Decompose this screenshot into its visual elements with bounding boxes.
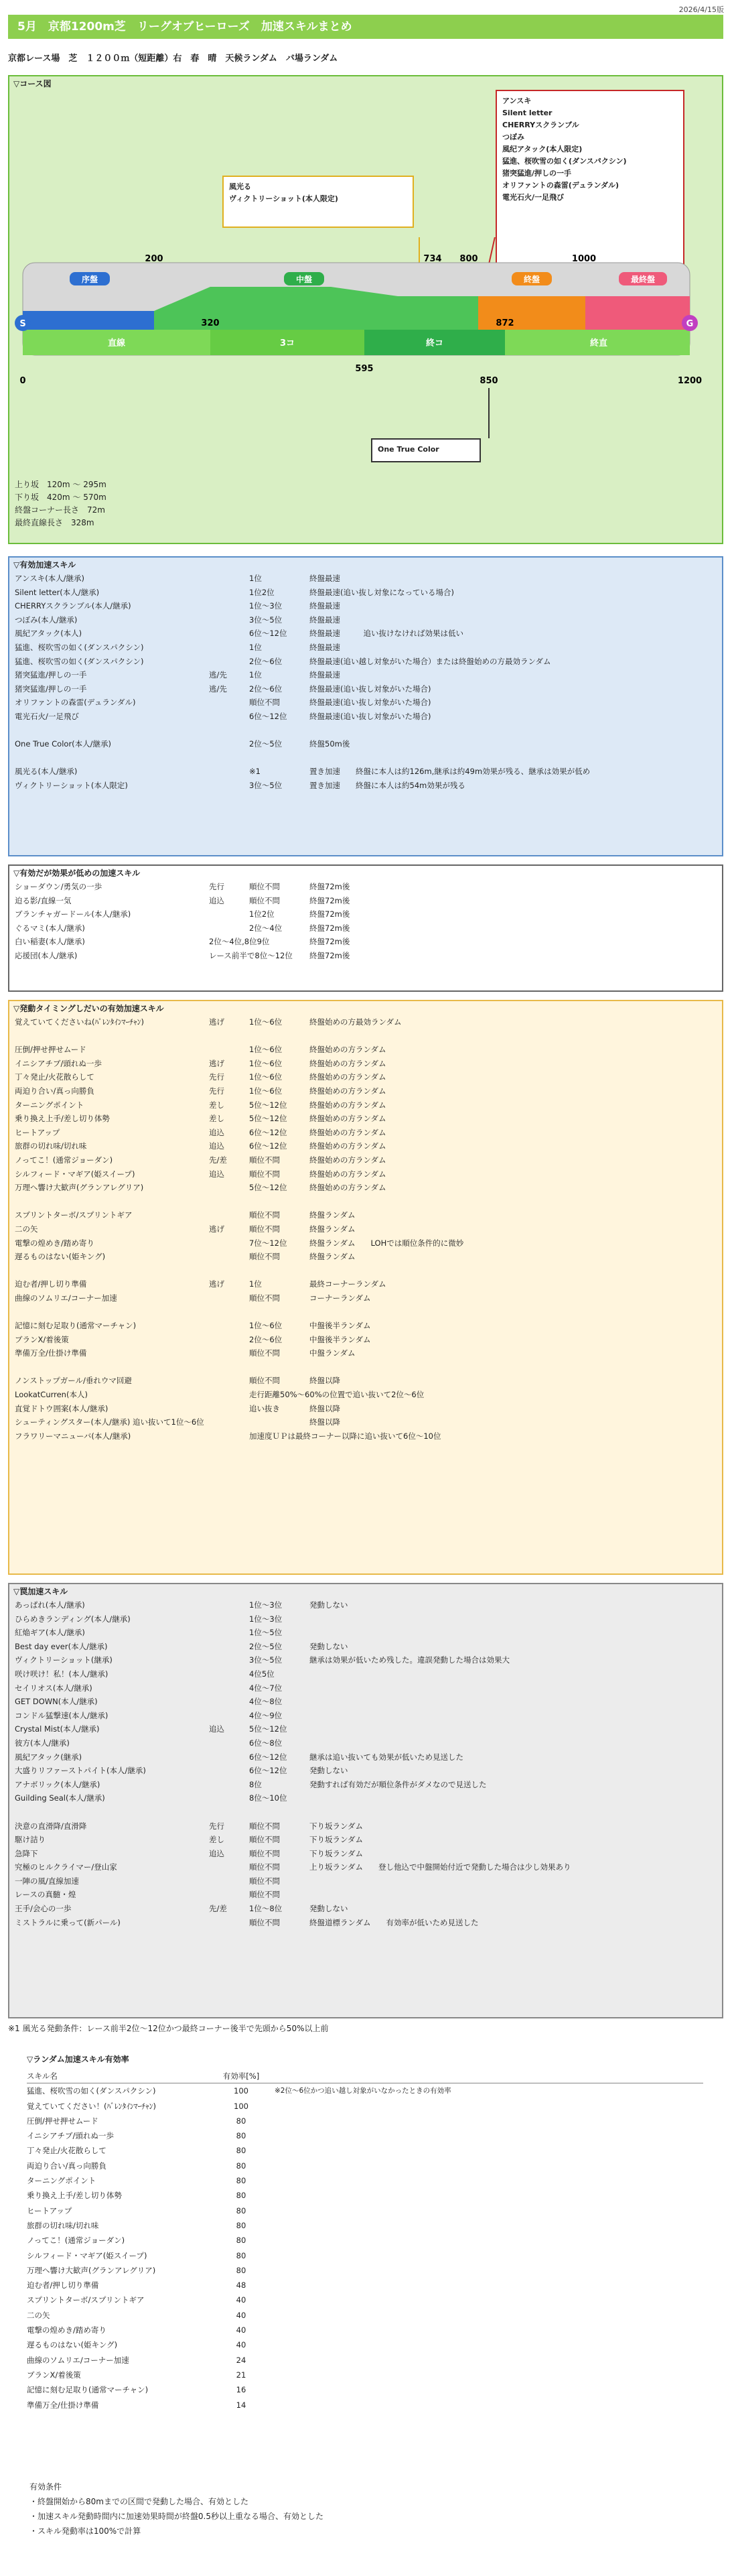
skill-row: アナボリック(本人/継承) 8位 発動すれば有効だが順位条件がダメなので見送した — [15, 1779, 487, 1789]
skill-row: CHERRYスクランブル(本人/継承) 1位～3位 終盤最速 — [15, 601, 340, 611]
skill-row: 猛進、桜吹雪の如く(ダンスパクシン) 1位 終盤最速 — [15, 642, 340, 652]
course-map-section — [8, 75, 723, 544]
condition-line: 有効条件 — [29, 2482, 62, 2492]
label-final: 最終盤 — [630, 275, 656, 284]
skill-row: 丁々発止/火花散らして 先行 1位～6位 終盤始めの方ランダム — [15, 1072, 386, 1082]
condition-line: ・終盤開始から80mまでの区間で発動した場合、有効とした — [29, 2497, 248, 2506]
skill-row: 大盛りリファーストパイト(本人/継承) 6位～12位 発動しない — [15, 1766, 348, 1776]
callout-mid-race — [222, 176, 414, 228]
skill-row: Best day ever(本人/継承) 2位～5位 発動しない — [15, 1641, 348, 1651]
phase-late-band — [478, 296, 585, 330]
marker-872: 872 — [496, 318, 514, 328]
skill-row: 迫る影/直線一気 追込 順位不問 終盤72m後 — [15, 895, 350, 905]
timing-skills-section — [8, 1000, 723, 1575]
skill-row: 万理へ響け大歓声(グランアレグリア) 5位～12位 終盤始めの方ランダム — [15, 1183, 386, 1193]
rank-row: ブランX/着後策 21 — [27, 2370, 246, 2380]
skill-row: ノンストップガール/垂れウマ回避 順位不問 終盤以降 — [15, 1376, 340, 1386]
rank-row: 万理へ響け大歓声(グランアレグリア) 80 — [27, 2265, 246, 2275]
callout-skill: ヴィクトリーショット(本人限定) — [229, 194, 338, 203]
skill-row: フラワリーマニューバ(本人/継承) 加速度ＵＰは最終コーナー以降に追い抜いて6位～10位 — [15, 1431, 441, 1441]
skill-row: One True Color(本人/継承) 2位～5位 終盤50m後 — [15, 739, 350, 749]
skill-row: 覚えていてくださいね(ﾊﾟﾚﾝﾀｲﾝﾏｰﾁｬﾝ) 逃げ 1位～6位 終盤始めの方最効ランダム — [15, 1017, 402, 1027]
stat-final-corner: 終盤コーナー長さ 72m — [15, 505, 105, 515]
position-rows — [9, 880, 722, 963]
skill-row: シューティングスター(本人/継承) 追い抜いて1位～6位 終盤以降 — [15, 1417, 340, 1427]
phase-early-band — [23, 311, 154, 330]
rank-row: 電撃の煌めき/踏め寄り 40 — [27, 2325, 246, 2335]
random-skill-rate-table — [27, 2053, 703, 2412]
callout-skill: CHERRYスクランブル — [502, 121, 579, 129]
rank-row: 乗り換え上手/差し切り体勢 80 — [27, 2191, 246, 2201]
skill-row: 猪突猛進/押しの一手 逃/先 1位 終盤最速 — [15, 670, 340, 680]
position-header: ▽有効だが効果が低めの加速スキル — [13, 868, 141, 878]
skill-row: ターニングポイント 差し 5位～12位 終盤始めの方ランダム — [15, 1100, 386, 1110]
skill-row: ヴィクトリーショット(本人限定) 3位～5位 置き加速 終盤に本人は約54m効果が残る — [15, 780, 465, 790]
rank-row: スプリントターボ/スプリントギア 40 — [27, 2295, 246, 2305]
skill-row: 駆け詰り 差し 順位不問 下り坂ランダム — [15, 1835, 364, 1845]
rank-row: 記憶に刻む足取り(通常マーチャン) 16 — [27, 2385, 246, 2395]
skill-row — [15, 751, 722, 765]
skill-row: ひらめきランディング(本人/継承) 1位～3位 — [15, 1614, 283, 1624]
marker-200: 200 — [145, 254, 163, 264]
rank-row: 曲線のソムリエ/コーナー加速 24 — [27, 2355, 246, 2365]
skill-row: ぐるマミ(本人/継承) 2位～4位 終盤72m後 — [15, 923, 350, 933]
skill-row: 白い稲妻(本人/継承) 2位～4位,8位9位 終盤72m後 — [15, 937, 350, 947]
normal-header: ▽罠加速スキル — [13, 1587, 68, 1596]
skill-row: ミストラルに乗って(新パール) 順位不問 終盤道標ランダム 有効率が低いため見送した — [15, 1917, 479, 1927]
rank-row: 猛進、桜吹雪の如く(ダンスパクシン) 100 ※2位～6位かつ追い越し対象がいなかったときの有効率 — [27, 2086, 451, 2096]
rank-row: 覚えていてください！(ﾊﾞﾚﾝﾀｲﾝﾏｰﾁｬﾝ) 100 — [27, 2101, 248, 2111]
label-late: 終盤 — [523, 275, 540, 284]
skill-row — [15, 1195, 722, 1209]
skill-row: アンスキ(本人/継承) 1位 終盤最速 — [15, 574, 340, 583]
callout-skill: アンスキ — [502, 96, 532, 105]
skill-row: つぼみ(本人/継承) 3位～5位 終盤最速 — [15, 615, 340, 625]
trap-skills-section — [8, 1583, 723, 2018]
callout-skill: 風纪アタック(本人限定) — [502, 145, 583, 153]
course-header: ▽コース図 — [13, 79, 52, 88]
footnote: ※1 風光る発動条件：レース前半2位～12位かつ最終コーナー後半で先頭から50%以上前 — [8, 2024, 329, 2033]
callout-skill: つぼみ — [502, 133, 524, 141]
timing-rows — [9, 1015, 722, 1443]
skill-row: ヒートアップ 追込 6位～12位 終盤始めの方ランダム — [15, 1127, 386, 1137]
skill-row: 記憶に刻む足取り(通常マーチャン) 1位～6位 中盤後半ランダム — [15, 1321, 371, 1331]
section-straight-label: 直線 — [107, 338, 126, 348]
skill-row: ショーダウン/勇気の一歩 先行 順位不問 終盤72m後 — [15, 882, 350, 891]
marker-320: 320 — [201, 318, 220, 328]
top-callout-pointer — [489, 237, 502, 264]
skill-row: 猪突猛進/押しの一手 逃/先 2位～6位 終盤最速(追い抜し対象がいた場合) — [15, 684, 431, 694]
skill-row: 彼方(本人/継承) 6位～8位 — [15, 1738, 283, 1748]
skill-row: 圧倒/押せ押せムード 1位～6位 終盤始めの方ランダム — [15, 1045, 386, 1055]
skill-row — [15, 1305, 722, 1319]
skill-row: 急降下 追込 順位不問 下り坂ランダム — [15, 1848, 364, 1858]
skill-row: 風光る(本人/継承) ※1 置き加速 終盤に本人は約126m,継承は約49m効果が残る、継承は効果が低め — [15, 767, 591, 777]
effective-skills-section — [8, 556, 723, 856]
skill-row: Silent letter(本人/継承) 1位2位 終盤最速(追い抜し対象になっている場合) — [15, 587, 454, 597]
skill-row: セイリオス(本人/継承) 4位～7位 — [15, 1683, 283, 1693]
skill-row: 曲線のソムリエ/コーナー加速 順位不問 コーナーランダム — [15, 1293, 371, 1303]
label-mid: 中盤 — [295, 275, 313, 284]
condition-line: ・加速スキル発動時間内に加速効果時間が終盤0.5秒以上重なる場合、有効とした — [29, 2512, 323, 2521]
rank-row: ヒートアップ 80 — [27, 2205, 246, 2215]
skill-row: 準備万全/仕掛け準備 順位不問 中盤ランダム — [15, 1348, 356, 1358]
normal-rows — [9, 1598, 722, 1929]
skill-row: コンドル猛撃速(本人/継承) 4位～9位 — [15, 1710, 283, 1720]
stat-uphill: 上り坂 120m ～ 295m — [15, 480, 106, 489]
callout-skill: 猪突猛進/押しの一手 — [502, 169, 572, 178]
skill-row: 遅るものはない(姫キング) 順位不問 終盤ランダム — [15, 1252, 356, 1262]
marker-734: 734 — [423, 254, 442, 264]
skill-row: Guilding Seal(本人/継承) 8位～10位 — [15, 1793, 287, 1803]
rank-row: 丁々発止/火花散らして 80 — [27, 2146, 246, 2156]
skill-row — [15, 1029, 722, 1043]
callout-skill: オリファントの森雷(デュランダル) — [502, 181, 619, 190]
condition-line: ・スキル発動率は100%で計算 — [29, 2526, 141, 2536]
skill-row: ブランチャガードール(本人/継承) 1位2位 終盤72m後 — [15, 909, 350, 919]
skill-row: 紅焔ギア(本人/継承) 1位～5位 — [15, 1628, 283, 1638]
callout-one-true-color: One True Color — [371, 438, 481, 462]
callout-skill: 電光石火/一足飛び — [502, 193, 565, 202]
rank-row: イニシアチブ/頭れぬ一歩 80 — [27, 2131, 246, 2141]
marker-595: 595 — [355, 364, 374, 374]
rank-col-rate: 有効率[%] — [222, 2071, 260, 2081]
page-title: 5月 京都1200m芝 リーグオブヒーローズ 加速スキルまとめ — [8, 15, 723, 39]
skill-row: ブランX/着後策 2位～6位 中盤後半ランダム — [15, 1334, 371, 1344]
marker-1000: 1000 — [571, 254, 597, 264]
skill-row: レースの真髄・煌 順位不問 — [15, 1890, 280, 1900]
rank-col-skill: スキル名 — [27, 2071, 58, 2081]
rank-row: 両迫り合い/真っ向勝負 80 — [27, 2161, 246, 2171]
skill-row: 決意の直滑降/直滑降 先行 順位不問 下り坂ランダム — [15, 1821, 364, 1831]
stat-downhill: 下り坂 420m ～ 570m — [15, 493, 106, 502]
course-diagram — [9, 237, 722, 505]
rank-head-row — [27, 2069, 703, 2083]
rank-row: 圧倒/押せ押せムード 80 — [27, 2116, 246, 2126]
rank-row: ターニングポイント 80 — [27, 2176, 246, 2186]
callout-skill: 風光る — [229, 182, 251, 191]
skill-row: LookatCurren(本人) 走行距離50%～60%の位置で追い抜いて2位～6位 — [15, 1390, 425, 1400]
skill-row: 両迫り合い/真っ向勝負 先行 1位～6位 終盤始めの方ランダム — [15, 1086, 386, 1096]
skill-row: スプリントターボ/スプリントギア 順位不問 終盤ランダム — [15, 1210, 356, 1220]
version-date: 2026/4/15版 — [678, 5, 724, 14]
skill-row: 旅群の切れ味/切れ味 追込 6位～12位 終盤始めの方ランダム — [15, 1141, 386, 1151]
skill-row: Crystal Mist(本人/継承) 追込 5位～12位 — [15, 1724, 287, 1734]
race-conditions: 京都レース場 芝 １２００ｍ（短距離）右 春 晴 天候ランダム バ場ランダム — [8, 54, 338, 64]
timing-header: ▽発動タイミングしだいの有効加速スキル — [13, 1004, 164, 1013]
rank-row: ノってこ！(通常ジョーダン) 80 — [27, 2236, 246, 2246]
skill-row: オリファントの森雷(デュランダル) 順位不問 終盤最速(追い抜し対象がいた場合) — [15, 698, 431, 708]
rank-row: シルフィード・マギア(姫スイープ) 80 — [27, 2250, 246, 2260]
skill-row: あっぱれ(本人/継承) 1位～3位 発動しない — [15, 1600, 348, 1610]
section-corner3-label: 3コ — [279, 338, 295, 348]
phase-final-band — [585, 296, 690, 330]
rank-row: 迫む者/押し切り準備 48 — [27, 2280, 246, 2291]
skill-row: 応援団(本人/継承) レース前半で8位～12位 終盤72m後 — [15, 950, 350, 960]
axis-1200: 1200 — [677, 376, 703, 386]
skill-row: 猛進、桜吹雪の如く(ダンスパクシン) 2位～6位 終盤最速(追い越し対象がいた場合）または終盤始めの方最効ランダム — [15, 656, 551, 666]
rank-row: 準備万全/仕掛け準備 14 — [27, 2400, 246, 2410]
skill-row: 乗り換え上手/差し切り体勢 差し 5位～12位 終盤始めの方ランダム — [15, 1114, 386, 1124]
low-effect-skills-section — [8, 864, 723, 992]
marker-850: 850 — [480, 376, 498, 386]
callout-skill: Silent letter — [502, 109, 553, 117]
skill-row: 風紀アタック(本人) 6位～12位 終盤最速 追い抜けなければ効果は低い — [15, 629, 463, 639]
effective-rows — [9, 572, 722, 793]
skill-row: 究極のヒルクライマー/登山家 順位不問 上り坂ランダム 登し他込で中盤開始付近で発動した場合は少し効果あり — [15, 1862, 571, 1872]
section-final-corner-label: 終コ — [425, 338, 444, 348]
skill-row: ノってこ！(通常ジョーダン) 先/差 順位不問 終盤始めの方ランダム — [15, 1155, 386, 1165]
skill-row: 迫む者/押し切り準備 逃げ 1位 最終コーナーランダム — [15, 1279, 386, 1289]
skill-row — [15, 724, 722, 738]
rank-row: 二の矢 40 — [27, 2310, 246, 2320]
section-final-straight-label: 終直 — [589, 338, 608, 348]
rank-header: ▽ランダム加速スキル有効率 — [27, 2055, 129, 2064]
skill-row: 電光石火/一足飛び 6位～12位 終盤最速(追い抜し対象がいた場合) — [15, 711, 431, 721]
stat-final-straight: 最終直線長さ 328m — [15, 518, 94, 527]
skill-row: 風紀アタック(継承) 6位～12位 継承は追い抜いても効果が低いため見送した — [15, 1752, 463, 1762]
label-early: 序盤 — [81, 275, 98, 284]
skill-row: シルフィード・マギア(姫スイープ) 追込 順位不問 終盤始めの方ランダム — [15, 1169, 386, 1179]
skill-row: イニシアチブ/頭れぬ一歩 逃げ 1位～6位 終盤始めの方ランダム — [15, 1058, 386, 1068]
skill-row: GET DOWN(本人/継承) 4位～8位 — [15, 1697, 283, 1707]
skill-row: 電撃の煌めき/踏め寄り 7位～12位 終盤ランダム LOHでは順位条件的に微妙 — [15, 1238, 464, 1248]
axis-0: 0 — [19, 376, 26, 386]
rank-row: 旅群の切れ味/切れ味 80 — [27, 2220, 246, 2230]
course-stats — [15, 478, 106, 529]
skill-row: ヴィクトリーショット(継承) 3位～5位 継承は効果が低いため残した。違誤発動した場合は効果大 — [15, 1655, 510, 1665]
skill-row — [15, 1264, 722, 1278]
skill-row — [15, 1360, 722, 1374]
conditions — [29, 2480, 323, 2538]
skill-row — [15, 1805, 722, 1819]
rank-row: 遅るものはない(姫キング) 40 — [27, 2340, 246, 2350]
marker-800: 800 — [459, 254, 478, 264]
start-label: S — [19, 319, 26, 329]
skill-row: 王手/会心の一歩 先/差 1位～8位 発動しない — [15, 1904, 348, 1914]
skill-row: 二の矢 逃げ 順位不問 終盤ランダム — [15, 1224, 356, 1234]
skill-row: 咲け咲け！私！(本人/継承) 4位5位 — [15, 1669, 275, 1679]
effective-header: ▽有効加速スキル — [13, 560, 76, 570]
skill-row: 一陣の風/直線加速 順位不問 — [15, 1876, 280, 1886]
skill-row: 直覚ドトウ囲案(本人/継承) 追い抜き 終盤以降 — [15, 1403, 340, 1413]
callout-skill: 猛進、桜吹雪の如く(ダンスパクシン) — [502, 157, 627, 166]
goal-label: G — [686, 319, 694, 329]
